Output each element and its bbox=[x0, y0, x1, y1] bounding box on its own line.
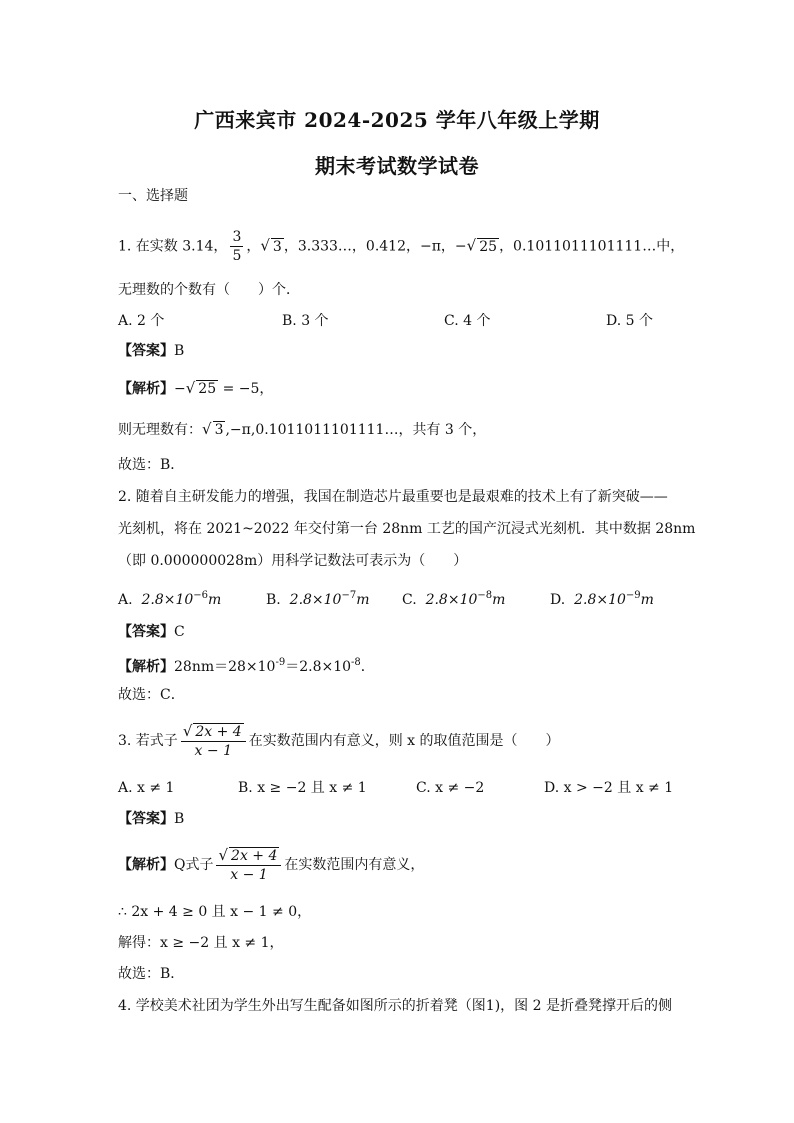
question-1-stem-2: 无理数的个数有（ ）个． bbox=[118, 282, 300, 298]
q3-step-2: 解得：x ≥ −2 且 x ≠ 1， bbox=[118, 935, 284, 951]
q1-analysis: 【解析】−√ 25 = −5， bbox=[118, 379, 274, 397]
question-2-stem-1: 2. 随着自主研发能力的增强，我国在制造芯片最重要也是最艰难的技术上有了新突破—— bbox=[118, 489, 668, 505]
page-subtitle: 期末考试数学试卷 bbox=[315, 154, 479, 178]
question-4-stem-1: 4. 学校美术社团为学生外出写生配备如图所示的折着凳（图1)，图 2 是折叠凳撑开后的侧 bbox=[118, 998, 672, 1014]
q2-option-d: D. $2.8\times 10^{-9}m$ bbox=[550, 590, 654, 608]
fraction: $\frac{√ 2x + 4}{x - 1}$ bbox=[181, 722, 246, 760]
q3-step-1: ∴ 2x + 4 ≥ 0 且 x − 1 ≠ 0， bbox=[118, 904, 312, 920]
q1-answer: 【答案】B bbox=[118, 343, 185, 359]
q1-analysis-2: 则无理数有：√ 3 ,−π,0.1011011101111…，共有 3 个， bbox=[118, 420, 487, 438]
q1-option-a: A. 2 个 bbox=[118, 313, 165, 329]
q2-conclusion: 故选：C． bbox=[118, 687, 185, 703]
q3-option-d: D. x > −2 且 x ≠ 1 bbox=[544, 780, 674, 796]
q2-option-b: B. $2.8\times 10^{-7}m$ bbox=[266, 590, 370, 608]
q3-option-c: C. x ≠ −2 bbox=[416, 780, 485, 796]
question-2-stem-3: （即 0.000000028m）用科学记数法可表示为（ ） bbox=[118, 553, 468, 569]
question-2-stem-2: 光刻机，将在 2021~2022 年交付第一台 28nm 工艺的国产沉浸式光刻机．其中数据 28nm bbox=[118, 521, 696, 537]
fraction: $\frac{3}{5}$ bbox=[232, 229, 242, 264]
question-3-stem: 3. 若式子 $\frac{√ 2x + 4}{x - 1}$ 在实数范围内有意义，则 x 的取值范围是（ ） bbox=[118, 722, 560, 759]
q1-conclusion: 故选：B． bbox=[118, 457, 185, 473]
question-1-stem: 1. 在实数 3.14， $\frac{3}{5}$ ，√ 3 ，3.333…，0.412，−π，−√ 25 ，0.1011011101111…中， bbox=[118, 229, 685, 264]
q1-option-c: C. 4 个 bbox=[444, 313, 491, 329]
q3-option-a: A. x ≠ 1 bbox=[118, 780, 175, 796]
sqrt-sign: √ bbox=[260, 236, 270, 255]
q1-option-d: D. 5 个 bbox=[606, 313, 653, 329]
sqrt-sign: √ bbox=[466, 236, 477, 255]
q3-analysis: 【解析】Q式子 $\frac{√ 2x + 4}{x - 1}$ 在实数范围内有意义， bbox=[118, 846, 425, 883]
fraction: $\frac{√ 2x + 4}{x - 1}$ bbox=[216, 846, 281, 884]
q2-analysis: 【解析】$28nm=28\times 10^{-9}=2.8\times 10^{-8}$． bbox=[118, 657, 375, 675]
q3-option-b: B. x ≥ −2 且 x ≠ 1 bbox=[238, 780, 367, 796]
q2-option-a: A. $2.8\times 10^{-6}m$ bbox=[118, 590, 222, 608]
q3-conclusion: 故选：B． bbox=[118, 966, 185, 982]
q1-option-b: B. 3 个 bbox=[282, 313, 329, 329]
section-heading: 一、选择题 bbox=[118, 188, 188, 204]
q2-option-c: C. $2.8\times 10^{-8}m$ bbox=[402, 590, 506, 608]
page-title: 广西来宾市 2024-2025 学年八年级上学期 bbox=[194, 108, 600, 132]
q2-answer: 【答案】C bbox=[118, 624, 185, 640]
q3-answer: 【答案】B bbox=[118, 811, 185, 827]
